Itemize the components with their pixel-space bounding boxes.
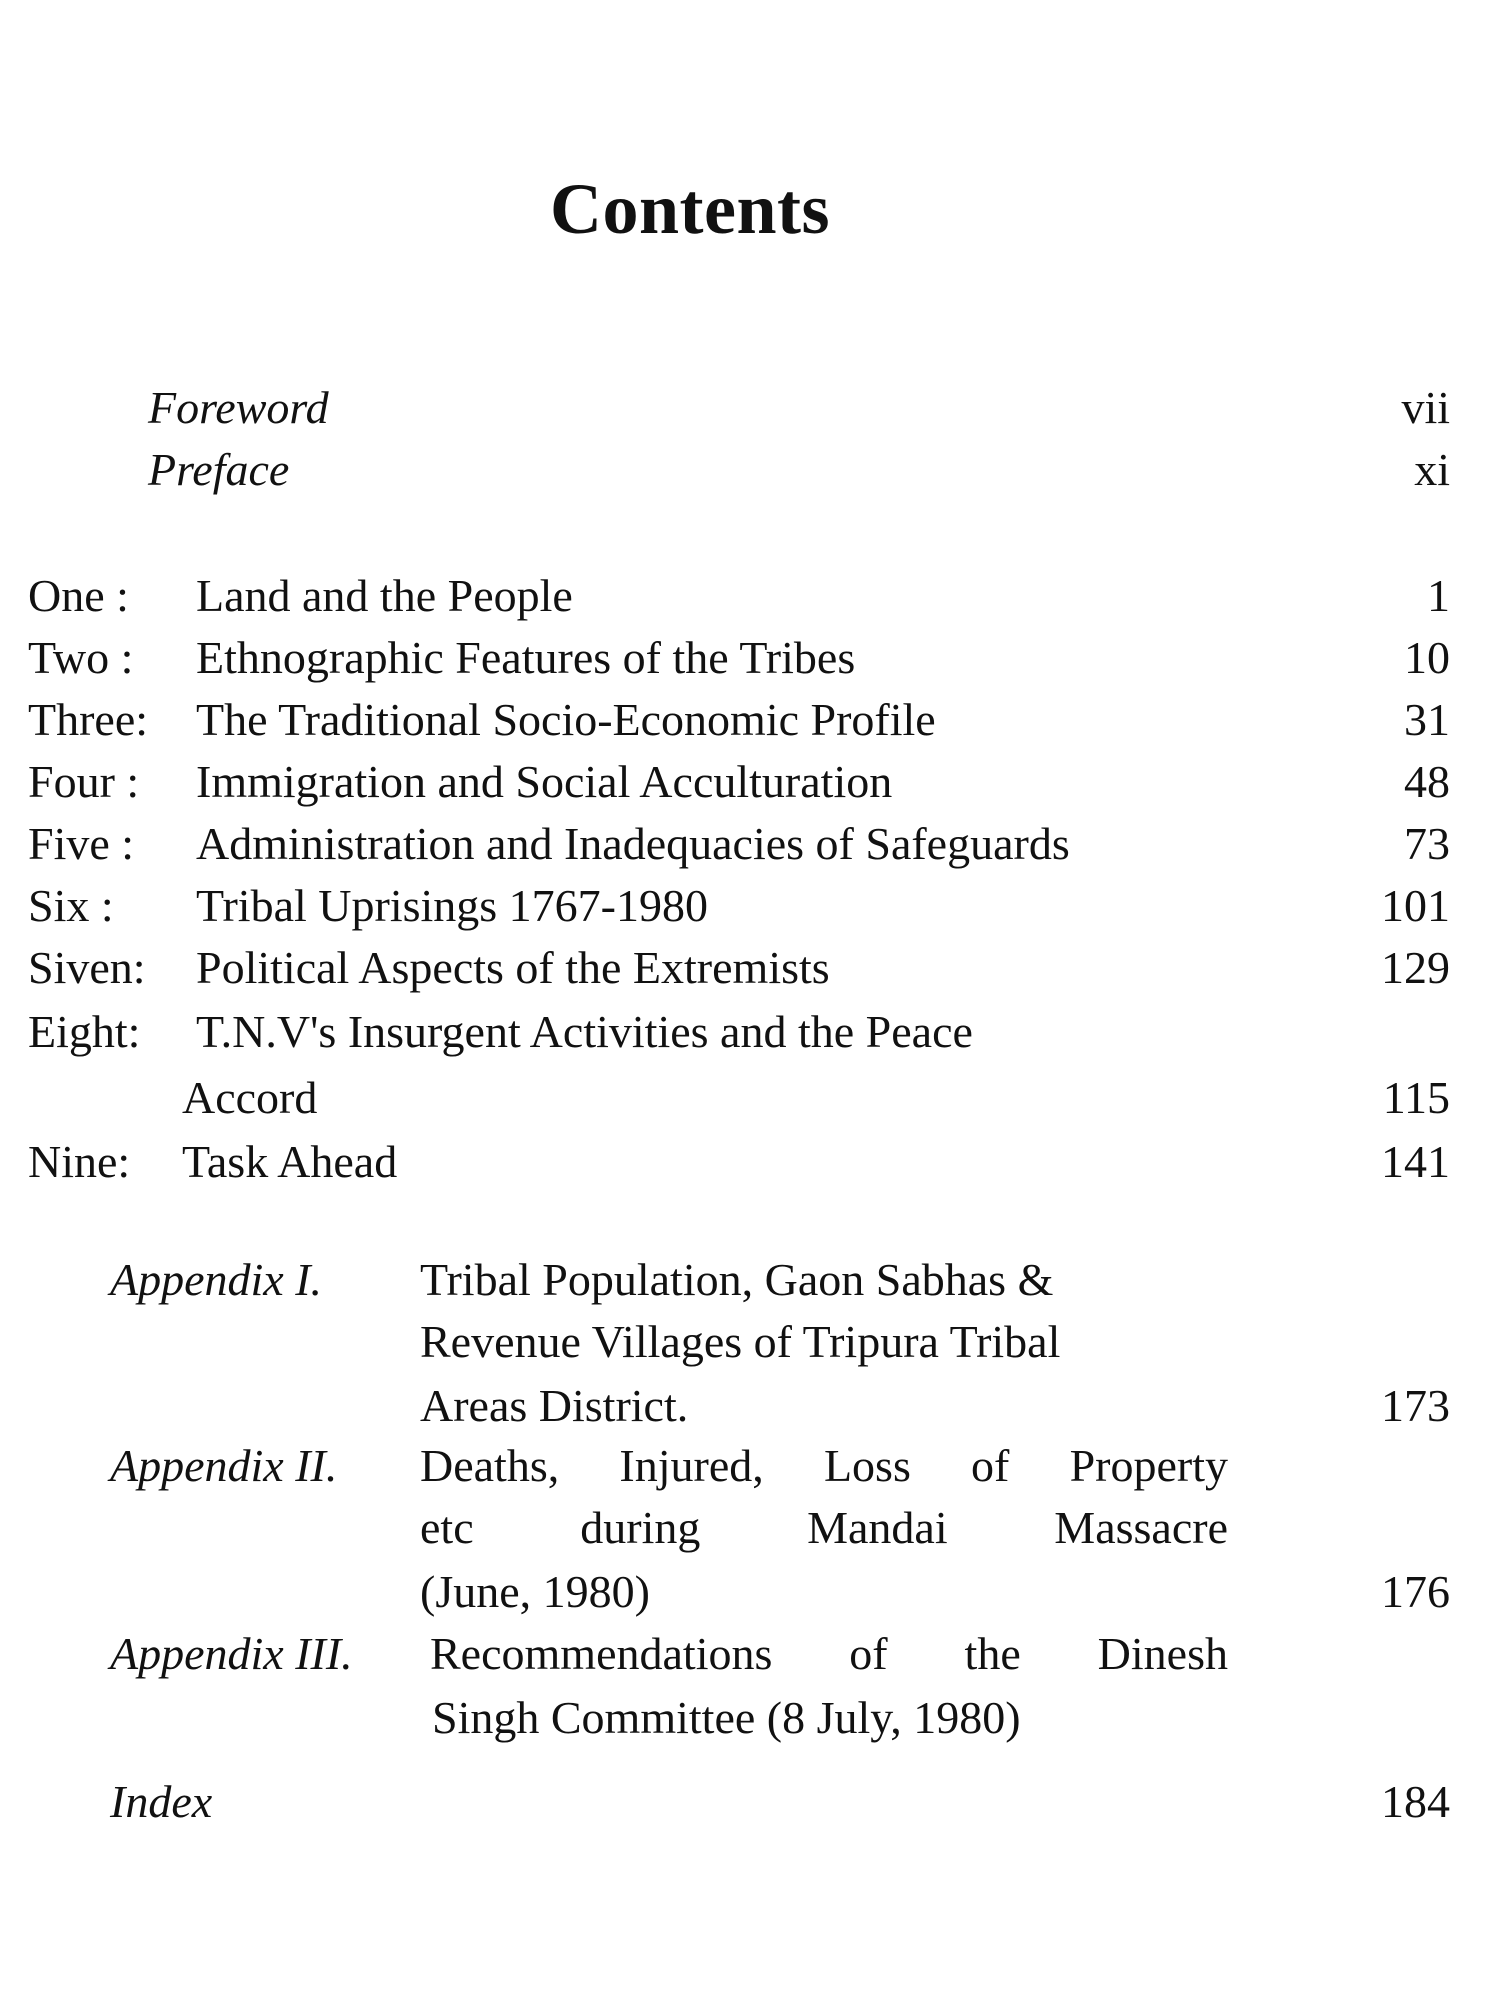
appendix-title-line-2: etc during Mandai Massacre xyxy=(420,1502,1228,1553)
entry-label: Preface xyxy=(148,444,290,495)
toc-entry-index[interactable] xyxy=(0,1772,1500,1832)
toc-entry-appendix-1[interactable] xyxy=(0,1250,1500,1310)
chapter-title: Administration and Inadequacies of Safeguards xyxy=(196,818,1070,869)
entry-page: 173 xyxy=(1381,1380,1450,1431)
chapter-number: Siven: xyxy=(28,942,146,993)
appendix-title-line-1: Deaths, Injured, Loss of Property xyxy=(420,1440,1228,1491)
entry-page: 129 xyxy=(1381,942,1450,993)
entry-page: 48 xyxy=(1404,756,1450,807)
chapter-title: Ethnographic Features of the Tribes xyxy=(196,632,856,683)
entry-page: vii xyxy=(1401,382,1450,433)
toc-entry-preface[interactable] xyxy=(0,440,1500,500)
chapter-number: Two : xyxy=(28,632,134,683)
toc-entry-appendix-2-cont xyxy=(0,1562,1500,1622)
appendix-title-line-3: (June, 1980) xyxy=(420,1566,650,1617)
chapter-number: Three: xyxy=(28,694,149,745)
toc-entry-chapter-one[interactable] xyxy=(0,566,1500,626)
toc-entry-chapter-four[interactable] xyxy=(0,752,1500,812)
appendix-title-line-2: Singh Committee (8 July, 1980) xyxy=(432,1692,1021,1743)
chapter-title: Political Aspects of the Extremists xyxy=(196,942,830,993)
toc-entry-appendix-3[interactable] xyxy=(0,1624,1500,1684)
entry-page: 176 xyxy=(1381,1566,1450,1617)
chapter-title-line-1: T.N.V's Insurgent Activities and the Peace xyxy=(196,1006,973,1057)
chapter-title: Immigration and Social Acculturation xyxy=(196,756,893,807)
page-title: Contents xyxy=(549,169,830,249)
chapter-number: Four : xyxy=(28,756,140,807)
toc-entry-appendix-1-cont xyxy=(0,1376,1500,1436)
toc-entry-chapter-six[interactable] xyxy=(0,876,1500,936)
toc-entry-chapter-nine[interactable] xyxy=(0,1132,1500,1192)
chapter-number: Six : xyxy=(28,880,114,931)
appendix-label: Appendix I. xyxy=(110,1254,323,1305)
toc-entry-appendix-2-cont xyxy=(0,1498,1500,1558)
appendix-label: Appendix III. xyxy=(110,1628,353,1679)
chapter-number: Eight: xyxy=(28,1006,141,1057)
entry-page: 141 xyxy=(1381,1136,1450,1187)
toc-entry-chapter-eight[interactable] xyxy=(0,1002,1500,1062)
entry-label: Foreword xyxy=(148,382,329,433)
entry-page: 1 xyxy=(1427,570,1450,621)
toc-entry-foreword[interactable] xyxy=(0,378,1500,438)
entry-label: Index xyxy=(110,1776,213,1827)
toc-entry-chapter-five[interactable] xyxy=(0,814,1500,874)
toc-entry-chapter-seven[interactable] xyxy=(0,938,1500,998)
chapter-number: One : xyxy=(28,570,129,621)
chapter-number: Nine: xyxy=(28,1136,131,1187)
chapter-number: Five : xyxy=(28,818,135,869)
appendix-title-line-1: Recommendations of the Dinesh xyxy=(430,1628,1228,1679)
toc-entry-chapter-two[interactable] xyxy=(0,628,1500,688)
entry-page: 31 xyxy=(1404,694,1450,745)
appendix-label: Appendix II. xyxy=(110,1440,338,1491)
chapter-title: Task Ahead xyxy=(182,1136,398,1187)
entry-page: 115 xyxy=(1382,1072,1450,1123)
chapter-title: The Traditional Socio-Economic Profile xyxy=(196,694,936,745)
chapter-title: Land and the People xyxy=(196,570,573,621)
entry-page: 184 xyxy=(1381,1776,1450,1827)
toc-entry-appendix-2[interactable] xyxy=(0,1436,1500,1496)
appendix-title-line-3: Areas District. xyxy=(420,1380,689,1431)
appendix-title-line-1: Tribal Population, Gaon Sabhas & xyxy=(420,1254,1054,1305)
entry-page: 10 xyxy=(1404,632,1450,683)
entry-page: xi xyxy=(1414,444,1450,495)
chapter-title-line-2: Accord xyxy=(182,1072,318,1123)
toc-entry-appendix-1-cont xyxy=(0,1312,1500,1372)
entry-page: 101 xyxy=(1381,880,1450,931)
entry-page: 73 xyxy=(1404,818,1450,869)
appendix-title-line-2: Revenue Villages of Tripura Tribal xyxy=(420,1316,1061,1367)
chapter-title: Tribal Uprisings 1767-1980 xyxy=(196,880,708,931)
toc-entry-chapter-eight-cont[interactable] xyxy=(0,1068,1500,1128)
toc-entry-chapter-three[interactable] xyxy=(0,690,1500,750)
toc-entry-appendix-3-cont xyxy=(0,1688,1500,1748)
